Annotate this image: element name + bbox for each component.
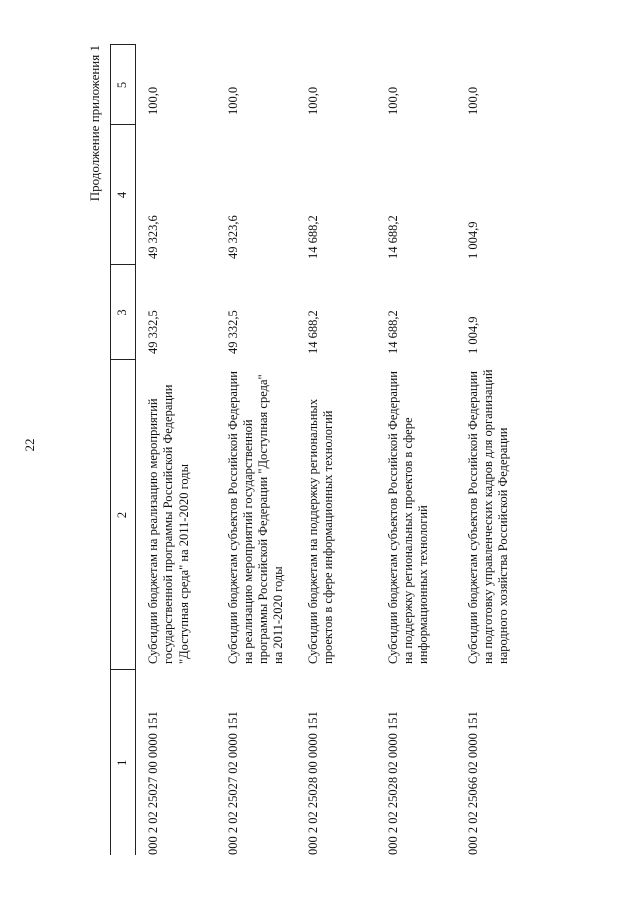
name-cell: Субсидии бюджетам на поддержку региональных проектов в сфере информационных технологий (305, 398, 335, 664)
plan-cell: 14 688,2 (385, 310, 400, 354)
budget-code-cell: 000 2 02 25028 02 0000 151 (385, 711, 400, 855)
table-row (216, 45, 296, 855)
budget-code-cell: 000 2 02 25028 00 0000 151 (305, 711, 320, 855)
plan-cell: 1 004,9 (465, 316, 480, 354)
name-cell: Субсидии бюджетам субъектов Российской Федерации на подготовку управленческих кадров для организаций народного хозяйства Российской Федерации (465, 369, 510, 664)
column-header: 1 (111, 670, 136, 855)
actual-cell: 49 323,6 (225, 215, 240, 259)
plan-cell: 49 332,5 (146, 310, 160, 354)
table-row (376, 45, 456, 855)
budget-code-cell: 000 2 02 25066 02 0000 151 (465, 711, 480, 855)
percent-cell: 100,0 (305, 86, 320, 115)
column-header: 3 (111, 265, 136, 360)
percent-cell: 100,0 (225, 86, 240, 115)
plan-cell: 49 332,5 (225, 310, 240, 354)
actual-cell: 49 323,6 (146, 215, 160, 259)
table-header-row (111, 45, 136, 855)
budget-code-cell: 000 2 02 25027 02 0000 151 (225, 711, 240, 855)
percent-cell: 100,0 (146, 86, 160, 115)
budget-code-cell: 000 2 02 25027 00 0000 151 (146, 711, 160, 855)
plan-cell: 14 688,2 (305, 310, 320, 354)
actual-cell: 14 688,2 (385, 215, 400, 259)
rotated-page-content (80, 45, 600, 855)
column-header: 2 (111, 360, 136, 670)
table-row (456, 45, 554, 855)
column-header: 4 (111, 125, 136, 265)
table-row (136, 45, 216, 855)
column-header: 5 (111, 45, 136, 125)
name-cell: Субсидии бюджетам субъектов Российской Федерации на реализацию мероприятий государственной программы Российской Федерации "Доступная среда" на 2011-2020 годы (225, 371, 286, 664)
continuation-label: Продолжение приложения 1 (87, 45, 102, 202)
budget-table (110, 45, 554, 856)
percent-cell: 100,0 (465, 86, 480, 115)
page-number: 22 (22, 438, 37, 452)
table-row (296, 45, 376, 855)
actual-cell: 14 688,2 (305, 215, 320, 259)
actual-cell: 1 004,9 (465, 221, 480, 259)
name-cell: Субсидии бюджетам субъектов Российской Федерации на поддержку региональных проектов в сфере информационных технологий (385, 371, 430, 664)
percent-cell: 100,0 (385, 86, 400, 115)
name-cell: Субсидии бюджетам на реализацию мероприятий государственной программы Российской Федерации "Доступная среда" на 2011-2020 годы (146, 384, 191, 664)
